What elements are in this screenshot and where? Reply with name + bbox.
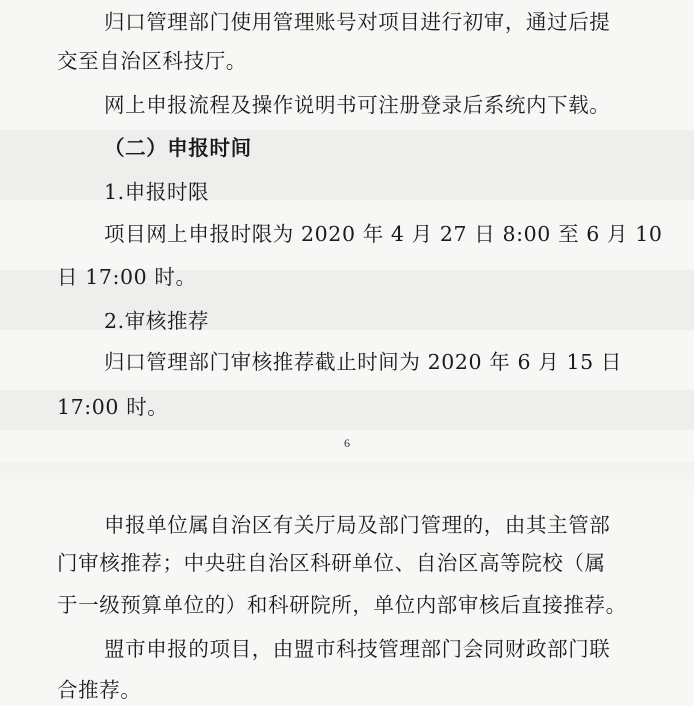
paragraph-line: 盟市申报的项目，由盟市科技管理部门会同财政部门联 — [104, 637, 611, 661]
subsection-heading: 2.审核推荐 — [104, 309, 210, 333]
paragraph-line: 于一级预算单位的）和科研院所，单位内部审核后直接推荐。 — [57, 593, 627, 617]
page-break — [0, 462, 694, 492]
subsection-heading: 1.申报时限 — [104, 180, 210, 204]
paragraph-line: 门审核推荐；中央驻自治区科研单位、自治区高等院校（属 — [57, 551, 606, 575]
paragraph-line: 日 17:00 时。 — [57, 265, 197, 289]
paragraph-line: 归口管理部门审核推荐截止时间为 2020 年 6 月 15 日 — [104, 350, 622, 374]
section-heading: （二）申报时间 — [104, 136, 252, 160]
page-number: 6 — [344, 436, 350, 450]
paragraph-line: 申报单位属自治区有关厅局及部门管理的，由其主管部 — [104, 513, 611, 537]
paragraph-line: 17:00 时。 — [57, 395, 169, 419]
paragraph-line: 交至自治区科技厅。 — [57, 49, 247, 73]
paragraph-line: 合推荐。 — [57, 678, 142, 702]
paragraph-line: 项目网上申报时限为 2020 年 4 月 27 日 8:00 至 6 月 10 — [104, 222, 663, 246]
paragraph-line: 网上申报流程及操作说明书可注册登录后系统内下载。 — [104, 93, 611, 117]
paragraph-line: 归口管理部门使用管理账号对项目进行初审，通过后提 — [104, 10, 611, 34]
